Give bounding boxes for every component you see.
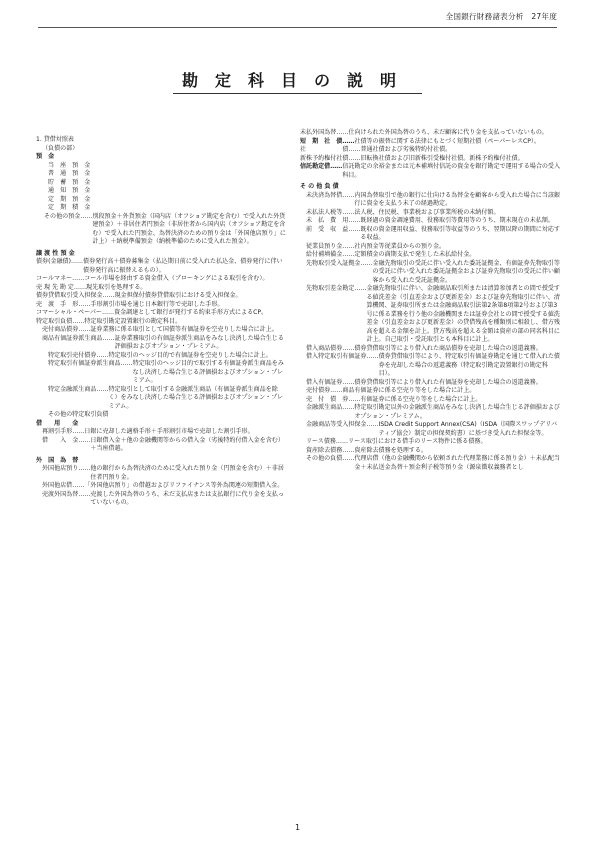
term-entry: [300, 226, 562, 243]
term-definition: 金融先物取引の受託に伴い受入れた委託証拠金、有価証券先物取引等の受託に伴い受入れた委託証拠金および証券先物取引の受託に伴い顧客から受入れた受託証拠金。: [372, 259, 560, 284]
term-definition: 他の銀行から為替決済のために受入れた預り金（円預金を含む）＋非居住者円預り金。: [90, 465, 284, 481]
term-label: 前 受 収 益……: [306, 225, 361, 233]
section-heading: そ の 他 負 債: [300, 183, 339, 190]
term-entry: [36, 335, 286, 352]
right-column: [300, 129, 562, 472]
term-entry: [300, 260, 562, 286]
term-label: 外国他店借……: [42, 482, 85, 489]
term-line: 通 知 預 金: [48, 187, 91, 194]
term-entry: [36, 275, 286, 284]
term-entry: [36, 491, 286, 508]
term-line: （負債の部）: [42, 144, 79, 152]
term-entry: [36, 465, 286, 482]
term-definition: 日銀借入金＋他の金融機関等からの借入金（劣後特約付借入金を含む）＋当座借越。: [90, 436, 284, 452]
term-definition: 証券業務取引の有価証券派生商品をみなし決済した場合生じる評価損およびオプション・プレミアム。: [114, 334, 284, 350]
term-line: その他の特定取引負債: [48, 411, 109, 418]
header-rule: [38, 27, 557, 28]
term-entry: [36, 428, 286, 437]
term-line: 資産除去債務……資産除去債務を処理する。: [306, 446, 427, 454]
term-line: 定 期 積 金: [48, 204, 91, 211]
term-line: 定 期 預 金: [48, 195, 91, 203]
term-label: 債券貸借取引受入担保金……: [36, 292, 115, 299]
term-entry: [300, 353, 562, 379]
term-definition: 内国為替取引で他の銀行に仕向ける為替金を顧客から受入れた場合に当該銀行に資金を支払う未了の経過勘定。: [354, 191, 560, 207]
left-column: [36, 136, 286, 508]
term-entry: [36, 258, 286, 275]
term-definition: 特定取引勘定以外の金融派生商品をみなし決済した場合生じる評価損およびオプション・プレミアム。: [354, 404, 560, 420]
term-entry: [36, 309, 286, 318]
term-entry: [300, 138, 562, 147]
term-line: 売付債券……商品有価証券に係る空売り等をした場合に計上。: [306, 387, 476, 394]
term-definition: 法人税、住民税、事業税および事業所税の未納付額。: [354, 208, 500, 216]
term-label: 特定金融派生商品……: [48, 385, 109, 393]
term-line: 従業員預り金……社内預金等従業員からの預り金。: [306, 242, 446, 250]
term-line: 1. 貸借対照表: [36, 136, 74, 143]
term-entry: [300, 217, 562, 226]
term-definition: 既経過の資金調達費用、役務取引等費用等のうち、期末現在の未払額。: [360, 217, 554, 224]
term-entry: [36, 360, 286, 386]
section-heading: 借 用 金: [36, 419, 79, 427]
term-definition: 債券貸借取引等により借入れた有価証券を売却した場合の返還義務。: [354, 378, 542, 386]
term-label: 債券(金融債)……: [36, 258, 84, 265]
term-label: 短 期 社 債……: [300, 137, 355, 145]
term-label: 借入特定取引有価証券……: [306, 353, 379, 360]
term-definition: 信託勘定の余裕金または元本補填付信託の資金を銀行勘定で運用する場合の受入科目。: [342, 163, 561, 179]
term-entry: [300, 404, 562, 421]
term-line: 当 座 預 金: [48, 161, 91, 169]
term-line: 貯 蓄 預 金: [48, 178, 91, 186]
section-heading: 外 国 為 替: [36, 456, 79, 464]
term-line: 社 債……普通社債および劣後特約付社債。: [300, 146, 452, 153]
term-definition: 特定取引のヘッジ目的で有価証券を空売りした場合に計上。: [108, 351, 272, 359]
term-label: 金融商品等受入担保金……: [306, 421, 379, 428]
term-definition: 債券貸借取引等により、特定取引有価証券勘定を通じて借入れた債券を売却した場合の返還義務（特定取引勘定設置銀行の勘定科目）。: [378, 353, 560, 377]
page-number: 1: [294, 823, 301, 832]
term-label: 先物取引受入証拠金……: [306, 259, 373, 267]
term-entry: [36, 292, 286, 301]
term-definition: 債券発行高＋債券募集金（払込期日前に受入れた払込金、債券発行に伴い債券発行高に振替えるもの）。: [83, 258, 283, 274]
term-label: 売付商品債券……: [42, 326, 91, 333]
term-definition: 「外国他店預り」の借越およびリファイナンス等外為関連の短期借入金。: [84, 482, 284, 489]
term-label: 借入商品債券……: [306, 344, 355, 352]
term-line: 売 付 債 券……有価証券に係る空売り等をした場合に計上。: [306, 395, 482, 403]
term-definition: ISDA Credit Support Annex(CSA)（ISDA（国際スワップデリバティブ協会）制定の担保契約書）に基づき受入れた担保金等。: [378, 421, 558, 437]
term-line: 売 現 先 勘 定……現先取引を処理する。: [36, 283, 147, 291]
term-definition: 特定取引として取引する金融派生商品（有価証券派生商品を除く）をみなし決済した場合生じる評価損およびオプション・プレミアム。: [108, 385, 284, 410]
term-entry: [36, 352, 286, 361]
term-label: 金融派生商品……: [306, 404, 355, 411]
term-label: 未決済為替借……: [306, 191, 355, 199]
term-label: コマーシャル・ペーパー……: [36, 309, 115, 316]
term-label: 再割引手形……: [42, 428, 85, 435]
term-definition: 特定取引のヘッジ目的で取引する有価証券派生商品をみなし決済した場合生じる評価損およびオプション・プレミアム。: [132, 360, 284, 384]
term-label: 売渡外国為替……: [42, 490, 91, 498]
term-line: 給付補填備金……定額積金の満期支払で発生した未払給付金。: [306, 251, 476, 258]
term-entry: [36, 326, 286, 335]
term-entry: [300, 129, 562, 138]
term-entry: [36, 386, 286, 412]
term-label: 未払法人税等……: [306, 208, 355, 216]
term-entry: [300, 285, 562, 345]
term-entry: [300, 421, 562, 438]
term-label: 借入有価証券……: [306, 378, 355, 386]
term-definition: 仕向けられた外国為替のうち、未だ顧客に代り金を支払っていないもの。: [348, 129, 548, 136]
term-entry: [36, 437, 286, 454]
term-line: 特定取引負債……特定取引勘定設置銀行の勘定科目。: [36, 317, 182, 325]
term-line: リース債務……リース取引における借手のリース物件に係る債務。: [306, 438, 487, 445]
term-definition: 資金調達として銀行が発行する約束手形方式によるCP。: [114, 309, 268, 316]
term-definition: 金融先物取引に伴い、金融商品取引所または清算参加者との間で授受する値洗差金（引直差金および更新差金）および証券先物取引に伴い、清算機関、証券取引所または金融商品取引法第2条第8項第2号および第3号に係る業務を行う他の金融機関または証券会社との間で授受する値洗差金（引直差金および更新差金）の貸借残高を種類別に相殺し、借方残高を超える金額を計上。貸方残高を超える金額は資産の部の同名科目に計上。自己取引・受託取引とも本科目に計上。: [366, 285, 560, 343]
term-definition: 現金担保付債券貸借取引における受入担保金。: [114, 292, 242, 299]
term-definition: 売渡した外国為替のうち、未だ支払店または支払銀行に代り金を支払っていないもの。: [90, 490, 284, 506]
term-entry: [36, 482, 286, 491]
term-label: 特定取引売付債券……: [48, 351, 109, 359]
term-line: 売 渡 手 形……手形割引市場を通じ日本銀行等で売却した手形。: [36, 300, 224, 308]
doc-header-title: 全国銀行財務諸表分析 27年度: [445, 12, 557, 21]
term-definition: 証券業務に係る取引として国債等有価証券を空売りした場合に計上。: [90, 326, 278, 333]
term-entry: [300, 163, 562, 180]
term-label: その他の預金……: [44, 212, 93, 220]
term-definition: 日銀に売却した適格手形＋手形割引市場で売却した割引手形。: [84, 428, 254, 435]
term-entry: [300, 209, 562, 218]
term-label: その他の負債……: [306, 455, 355, 462]
term-definition: 社債等の振替に関する法律にもとづく短期社債（ペーパーレスCP）。: [354, 137, 540, 145]
term-label: 外国他店預り……: [42, 465, 91, 472]
term-label: 未払外国為替……: [300, 129, 349, 136]
page-title: 勘定科目の説明: [181, 71, 413, 90]
term-label: 借 入 金……: [42, 436, 91, 444]
term-definition: 代理店借（他の金融機関から依頼された代理業務に係る預り金）＋未払配当金＋未払送金為替＋預金利子税等預り金（源泉徴収義務者とし: [354, 455, 560, 471]
term-label: 特定取引有価証券派生商品……: [48, 360, 133, 367]
term-line: 普 通 預 金: [48, 170, 91, 177]
term-definition: 債券貸借取引等により借入れた商品債券を売却した場合の返還義務。: [354, 344, 542, 352]
term-entry: [300, 345, 562, 354]
term-definition: 既収の資金運用収益、役務取引等収益等のうち、翌期以降の期間に対応する収益。: [360, 225, 560, 241]
term-entry: [36, 213, 286, 247]
term-label: 信託勘定借……: [300, 163, 343, 170]
term-entry: [300, 379, 562, 388]
term-label: 商品有価証券派生商品……: [42, 334, 115, 342]
term-entry: [300, 192, 562, 209]
term-definition: 別段預金＋外貨預金（国内店（オフショア勘定を含む）で受入れた外貨建預金）＋非居住者円預金（非居住者から国内店（オフショア勘定を含む）で受入れた円預金、為替決済のための預り金は「外国他店預り」に計上）＋納税準備預金（納税準備のために受入れた預金）。: [92, 212, 286, 245]
term-label: 先物取引差金勘定……: [306, 285, 367, 292]
term-line: 新株予約権付社債……旧転換社債および旧新株引受権付社債。新株予約権付社債。: [300, 154, 524, 162]
term-entry: [300, 455, 562, 472]
term-label: コールマネー……: [36, 275, 85, 282]
title-underline: [173, 93, 422, 94]
section-heading: 預 金: [36, 153, 55, 160]
term-definition: コール市場を経由する資金借入（ブローキングによる取引を含む）。: [84, 275, 269, 282]
term-label: 未 払 費 用……: [306, 217, 361, 224]
section-heading: 譲 渡 性 預 金: [36, 249, 75, 257]
